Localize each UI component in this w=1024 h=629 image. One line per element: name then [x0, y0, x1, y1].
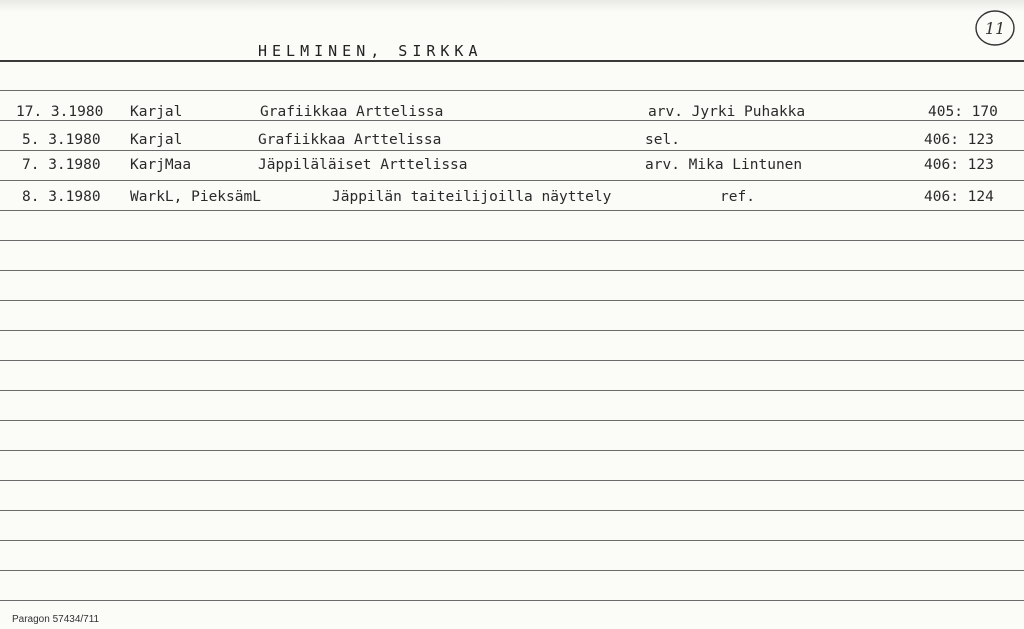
entry-note: arv. Mika Lintunen: [645, 157, 803, 173]
entry-date: 17. 3.1980: [16, 104, 104, 120]
printer-mark: Paragon 57434/711: [12, 614, 100, 625]
rule-line: [0, 330, 1024, 331]
rule-line: [0, 600, 1024, 601]
rule-line: [0, 180, 1024, 181]
entry-row: [0, 104, 1024, 126]
entry-row: [0, 157, 1024, 179]
entry-title: Jäppilän taiteilijoilla näyttely: [332, 189, 612, 205]
entry-note: ref.: [720, 189, 755, 205]
entry-note: arv. Jyrki Puhakka: [648, 104, 806, 120]
header-rule: [0, 60, 1024, 62]
card-number-stamp: [974, 8, 1016, 48]
entry-place: Karjal: [130, 132, 183, 148]
rule-line: [0, 450, 1024, 451]
entry-place: KarjMaa: [130, 157, 192, 173]
entry-ref: 406: 123: [924, 132, 994, 148]
entry-title: Jäppiläläiset Arttelissa: [258, 157, 468, 173]
entry-row: [0, 132, 1024, 154]
rule-line: [0, 300, 1024, 301]
entry-row: [0, 189, 1024, 211]
rule-line: [0, 570, 1024, 571]
entry-ref: 406: 123: [924, 157, 994, 173]
entry-ref: 405: 170: [928, 104, 998, 120]
card-heading-name: HELMINEN, SIRKKA: [258, 42, 483, 60]
entry-date: 7. 3.1980: [22, 157, 101, 173]
entry-place: WarkL, PieksämL: [130, 189, 261, 205]
rule-line: [0, 420, 1024, 421]
card-number: 11: [984, 19, 1006, 38]
entry-date: 8. 3.1980: [22, 189, 101, 205]
rule-line: [0, 240, 1024, 241]
rule-line: [0, 360, 1024, 361]
rule-line: [0, 390, 1024, 391]
entry-title: Grafiikkaa Arttelissa: [258, 132, 442, 148]
rule-line: [0, 90, 1024, 91]
entry-ref: 406: 124: [924, 189, 994, 205]
entry-note: sel.: [645, 132, 680, 148]
rule-line: [0, 510, 1024, 511]
entry-place: Karjal: [130, 104, 183, 120]
rule-line: [0, 270, 1024, 271]
card-top-edge: [0, 0, 1024, 12]
rule-line: [0, 480, 1024, 481]
entry-date: 5. 3.1980: [22, 132, 101, 148]
entry-title: Grafiikkaa Arttelissa: [260, 104, 444, 120]
rule-line: [0, 540, 1024, 541]
